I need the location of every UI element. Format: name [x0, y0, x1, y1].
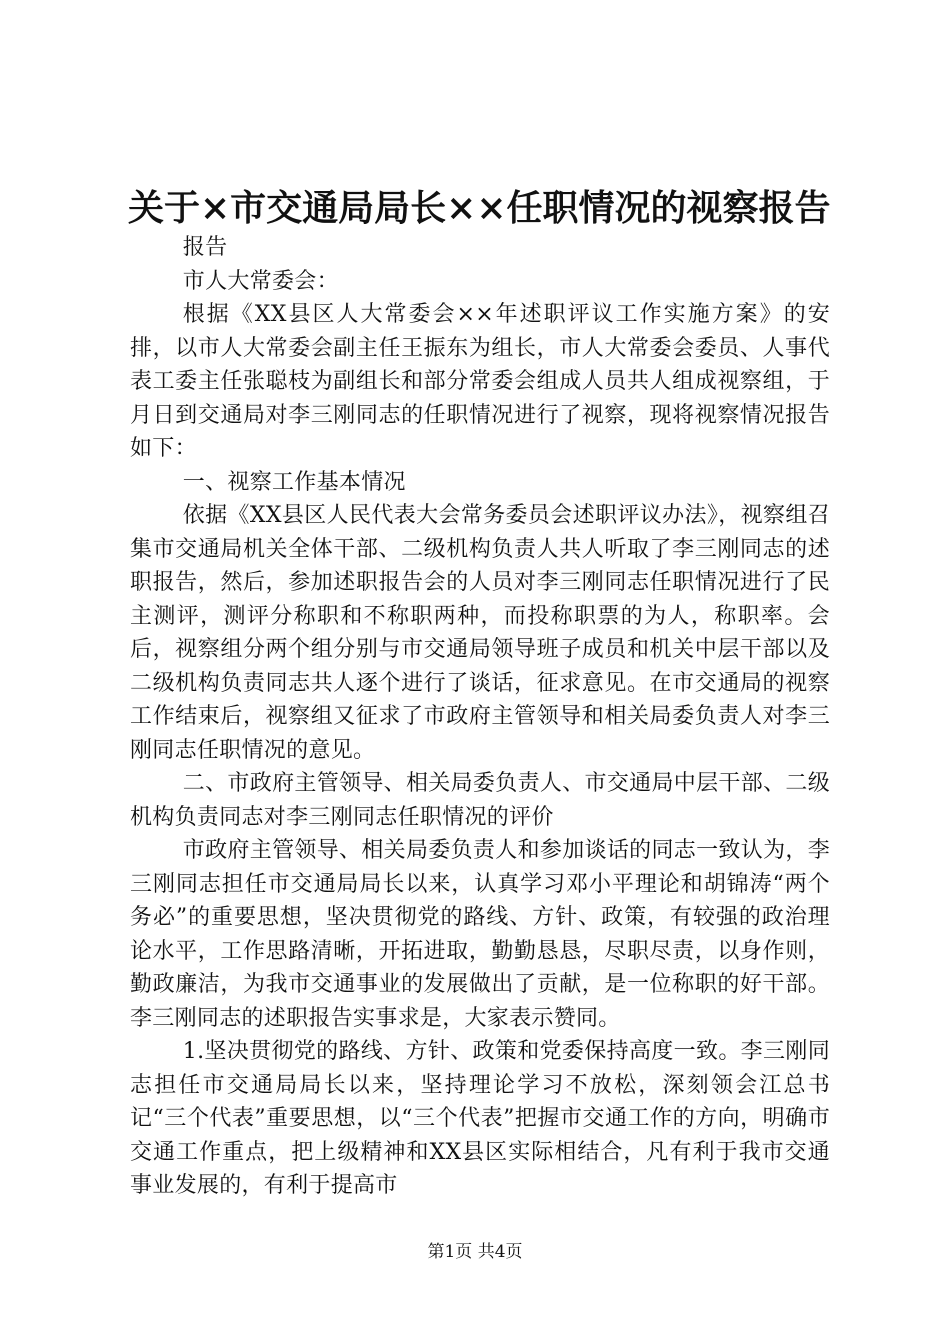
paragraph-section-2: 市政府主管领导、相关局委负责人和参加谈话的同志一致认为，李三刚同志担任市交通局局长以来，认真学习邓小平理论和胡锦涛“两个务必”的重要思想，坚决贯彻党的路线、方针、政策，有较强的政治理论水平，工作思路清晰，开拓进取，勤勤恳恳，尽职尽责，以身作则，勤政廉洁，为我市交通事业的发展做出了贡献，是一位称职的好干部。李三刚同志的述职报告实事求是，大家表示赞同。: [130, 838, 830, 1031]
section-heading-2: 二、市政府主管领导、相关局委负责人、市交通局中层干部、二级机构负责同志对李三刚同志任职情况的评价: [130, 771, 830, 830]
paragraph-section-1: 依据《XX县区人民代表大会常务委员会述职评议办法》，视察组召集市交通局机关全体干部、二级机构负责人共人听取了李三刚同志的述职报告，然后，参加述职报告会的人员对李三刚同志任职情况进行了民主测评，测评分称职和不称职两种，而投称职票的为人，称职率。会后，视察组分两个组分别与市交通局领导班子成员和机关中层干部以及二级机构负责同志共人逐个进行了谈话，征求意见。在市交通局的视察工作结束后，视察组又征求了市政府主管领导和相关局委负责人对李三刚同志任职情况的意见。: [130, 503, 830, 763]
page-footer: 第1页 共4页: [427, 1242, 523, 1262]
document-title: 关于×市交通局局长××任职情况的视察报告: [128, 187, 831, 229]
paragraph-heading-report: 报告: [182, 235, 228, 260]
paragraph-salutation: 市人大常委会：: [182, 268, 339, 294]
document-body: [130, 231, 830, 1203]
section-heading-1: 一、视察工作基本情况: [182, 469, 406, 495]
paragraph-item-1: 1.坚决贯彻党的路线、方针、政策和党委保持高度一致。李三刚同志担任市交通局局长以来，坚持理论学习不放松，深刻领会江总书记“三个代表”重要思想，以“三个代表”把握市交通工作的方向，明确市交通工作重点，把上级精神和XX县区实际相结合，凡有利于我市交通事业发展的，有利于提高市: [130, 1039, 830, 1198]
paragraph-intro: 根据《XX县区人大常委会××年述职评议工作实施方案》的安排，以市人大常委会副主任王振东为组长，市人大常委会委员、人事代表工委主任张聪枝为副组长和部分常委会组成人员共人组成视察组，于月日到交通局对李三刚同志的任职情况进行了视察，现将视察情况报告如下：: [130, 302, 830, 461]
